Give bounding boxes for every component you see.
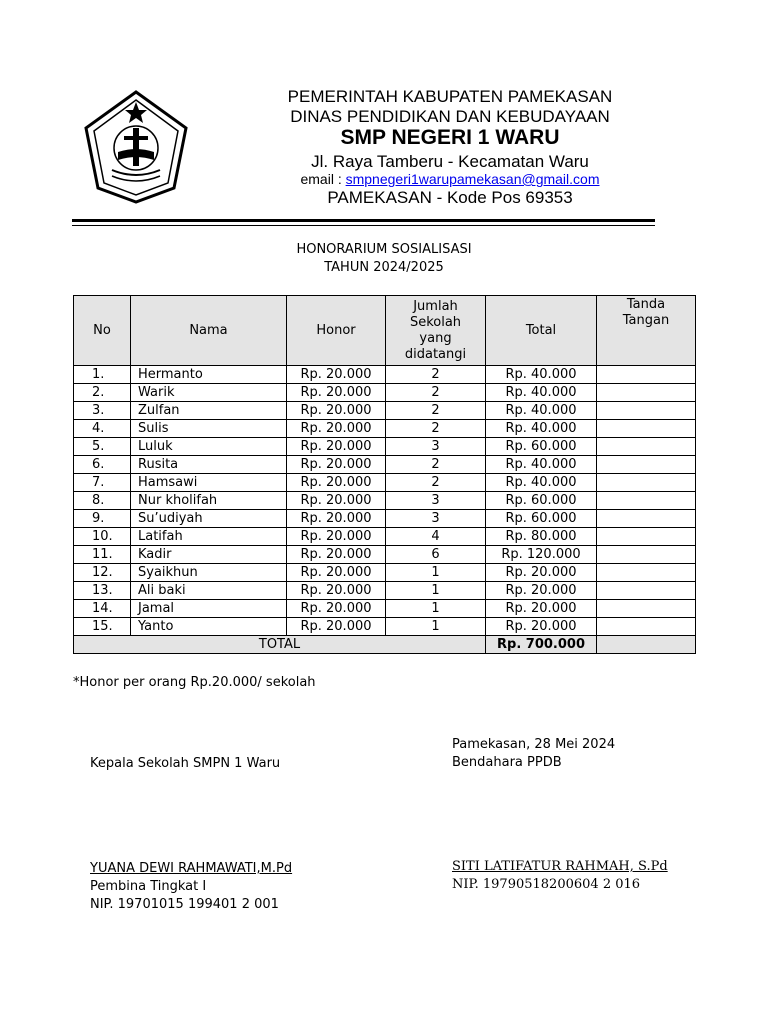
- right-signature-block: [452, 858, 668, 894]
- header-jumlah-line4: didatangi: [404, 346, 467, 362]
- header-jumlah-line1: Jumlah: [413, 298, 458, 314]
- row-total: Rp. 40.000: [486, 420, 597, 438]
- row-nama: Zulfan: [131, 402, 287, 420]
- row-jumlah: 1: [386, 600, 486, 618]
- row-total: Rp. 20.000: [486, 582, 597, 600]
- row-no: 7.: [74, 474, 131, 492]
- row-jumlah: 2: [386, 384, 486, 402]
- row-signature-cell: [597, 510, 696, 528]
- row-jumlah: 2: [386, 420, 486, 438]
- table-row: [74, 474, 696, 492]
- header-tanda-tangan: [597, 296, 696, 366]
- row-jumlah: 1: [386, 564, 486, 582]
- table-row: [74, 492, 696, 510]
- row-nama: Luluk: [131, 438, 287, 456]
- row-no: 1.: [74, 366, 131, 384]
- row-jumlah: 3: [386, 438, 486, 456]
- header-jumlah-line2: Sekolah: [409, 314, 462, 330]
- email-label: email :: [300, 171, 346, 187]
- row-total: Rp. 60.000: [486, 510, 597, 528]
- row-nama: Hamsawi: [131, 474, 287, 492]
- row-total: Rp. 20.000: [486, 618, 597, 636]
- left-signature-block: [90, 860, 292, 914]
- row-jumlah: 6: [386, 546, 486, 564]
- row-no: 15.: [74, 618, 131, 636]
- table-row: [74, 582, 696, 600]
- honorarium-table: [73, 295, 696, 654]
- row-nama: Warik: [131, 384, 287, 402]
- document-year: TAHUN 2024/2025: [324, 260, 444, 275]
- row-total: Rp. 80.000: [486, 528, 597, 546]
- row-honor: Rp. 20.000: [287, 384, 386, 402]
- row-nama: Rusita: [131, 456, 287, 474]
- row-jumlah: 2: [386, 474, 486, 492]
- total-label: TOTAL: [74, 636, 486, 654]
- row-honor: Rp. 20.000: [287, 402, 386, 420]
- table-row: [74, 618, 696, 636]
- row-nama: Su’udiyah: [131, 510, 287, 528]
- row-honor: Rp. 20.000: [287, 618, 386, 636]
- row-total: Rp. 40.000: [486, 402, 597, 420]
- table-row: [74, 600, 696, 618]
- row-honor: Rp. 20.000: [287, 564, 386, 582]
- left-signature-nip: NIP. 19701015 199401 2 001: [90, 897, 279, 912]
- table-total-row: [74, 636, 696, 654]
- row-jumlah: 2: [386, 366, 486, 384]
- row-signature-cell: [597, 402, 696, 420]
- row-signature-cell: [597, 438, 696, 456]
- honor-note: *Honor per orang Rp.20.000/ sekolah: [73, 675, 316, 690]
- row-total: Rp. 40.000: [486, 384, 597, 402]
- row-honor: Rp. 20.000: [287, 456, 386, 474]
- row-honor: Rp. 20.000: [287, 510, 386, 528]
- table-row: [74, 420, 696, 438]
- row-total: Rp. 60.000: [486, 492, 597, 510]
- header-total: Total: [486, 296, 597, 366]
- row-honor: Rp. 20.000: [287, 420, 386, 438]
- row-honor: Rp. 20.000: [287, 366, 386, 384]
- table-row: [74, 564, 696, 582]
- row-total: Rp. 40.000: [486, 456, 597, 474]
- table-row: [74, 402, 696, 420]
- right-signature-role: Bendahara PPDB: [452, 755, 562, 770]
- row-jumlah: 2: [386, 402, 486, 420]
- row-jumlah: 3: [386, 510, 486, 528]
- row-nama: Jamal: [131, 600, 287, 618]
- table-row: [74, 366, 696, 384]
- row-nama: Latifah: [131, 528, 287, 546]
- row-signature-cell: [597, 528, 696, 546]
- row-honor: Rp. 20.000: [287, 438, 386, 456]
- row-honor: Rp. 20.000: [287, 600, 386, 618]
- row-nama: Ali baki: [131, 582, 287, 600]
- row-no: 11.: [74, 546, 131, 564]
- row-jumlah: 1: [386, 618, 486, 636]
- row-jumlah: 4: [386, 528, 486, 546]
- right-signature-place-date: Pamekasan, 28 Mei 2024: [452, 737, 616, 752]
- row-nama: Syaikhun: [131, 564, 287, 582]
- row-signature-cell: [597, 384, 696, 402]
- row-total: Rp. 20.000: [486, 600, 597, 618]
- row-signature-cell: [597, 366, 696, 384]
- row-signature-cell: [597, 474, 696, 492]
- header-email-line: [200, 171, 700, 187]
- header-jumlah: [386, 296, 486, 366]
- header-nama: Nama: [131, 296, 287, 366]
- table-row: [74, 456, 696, 474]
- row-no: 8.: [74, 492, 131, 510]
- row-signature-cell: [597, 582, 696, 600]
- header-jumlah-line3: yang: [419, 330, 452, 346]
- left-signature-rank: Pembina Tingkat I: [90, 879, 207, 894]
- row-signature-cell: [597, 600, 696, 618]
- table-row: [74, 546, 696, 564]
- row-no: 2.: [74, 384, 131, 402]
- left-signature-role: Kepala Sekolah SMPN 1 Waru: [90, 756, 281, 771]
- row-no: 13.: [74, 582, 131, 600]
- row-total: Rp. 40.000: [486, 366, 597, 384]
- table-row: [74, 510, 696, 528]
- row-honor: Rp. 20.000: [287, 474, 386, 492]
- header-honor: Honor: [287, 296, 386, 366]
- right-signature-header: [452, 736, 615, 772]
- row-no: 5.: [74, 438, 131, 456]
- row-no: 12.: [74, 564, 131, 582]
- table-row: [74, 438, 696, 456]
- header-address: Jl. Raya Tamberu - Kecamatan Waru: [311, 152, 589, 171]
- row-no: 4.: [74, 420, 131, 438]
- table-header-row: [74, 296, 696, 366]
- right-signature-name: SITI LATIFATUR RAHMAH, S.Pd: [452, 859, 668, 874]
- header-school-name: SMP NEGERI 1 WARU: [340, 126, 560, 149]
- email-link[interactable]: smpnegeri1warupamekasan@gmail.com: [345, 171, 600, 187]
- right-signature-nip: NIP. 19790518200604 2 016: [452, 877, 641, 892]
- row-jumlah: 3: [386, 492, 486, 510]
- row-signature-cell: [597, 618, 696, 636]
- row-honor: Rp. 20.000: [287, 546, 386, 564]
- header-tanda-line1: Tanda: [626, 297, 666, 312]
- row-total: Rp. 60.000: [486, 438, 597, 456]
- row-signature-cell: [597, 420, 696, 438]
- table-row: [74, 528, 696, 546]
- row-total: Rp. 20.000: [486, 564, 597, 582]
- table-row: [74, 384, 696, 402]
- row-nama: Hermanto: [131, 366, 287, 384]
- header-no: No: [74, 296, 131, 366]
- total-value: Rp. 700.000: [486, 636, 597, 654]
- row-jumlah: 1: [386, 582, 486, 600]
- left-signature-name: YUANA DEWI RAHMAWATI,M.Pd: [90, 861, 293, 876]
- total-signature-cell: [597, 636, 696, 654]
- header-department: DINAS PENDIDIKAN DAN KEBUDAYAAN: [290, 107, 610, 126]
- row-honor: Rp. 20.000: [287, 582, 386, 600]
- row-signature-cell: [597, 546, 696, 564]
- school-logo: [76, 88, 196, 206]
- header-divider-thin: [72, 225, 655, 226]
- document-title: HONORARIUM SOSIALISASI: [296, 242, 472, 257]
- row-total: Rp. 120.000: [486, 546, 597, 564]
- row-no: 10.: [74, 528, 131, 546]
- row-no: 3.: [74, 402, 131, 420]
- row-nama: Sulis: [131, 420, 287, 438]
- row-signature-cell: [597, 492, 696, 510]
- row-honor: Rp. 20.000: [287, 492, 386, 510]
- row-nama: Kadir: [131, 546, 287, 564]
- header-divider-thick: [72, 219, 655, 222]
- row-nama: Yanto: [131, 618, 287, 636]
- row-honor: Rp. 20.000: [287, 528, 386, 546]
- row-signature-cell: [597, 456, 696, 474]
- row-no: 14.: [74, 600, 131, 618]
- header-tanda-line2: Tangan: [622, 313, 670, 328]
- row-signature-cell: [597, 564, 696, 582]
- row-no: 9.: [74, 510, 131, 528]
- row-jumlah: 2: [386, 456, 486, 474]
- header-postal: PAMEKASAN - Kode Pos 69353: [327, 188, 573, 207]
- row-total: Rp. 40.000: [486, 474, 597, 492]
- header-government: PEMERINTAH KABUPATEN PAMEKASAN: [287, 87, 613, 106]
- row-no: 6.: [74, 456, 131, 474]
- row-nama: Nur kholifah: [131, 492, 287, 510]
